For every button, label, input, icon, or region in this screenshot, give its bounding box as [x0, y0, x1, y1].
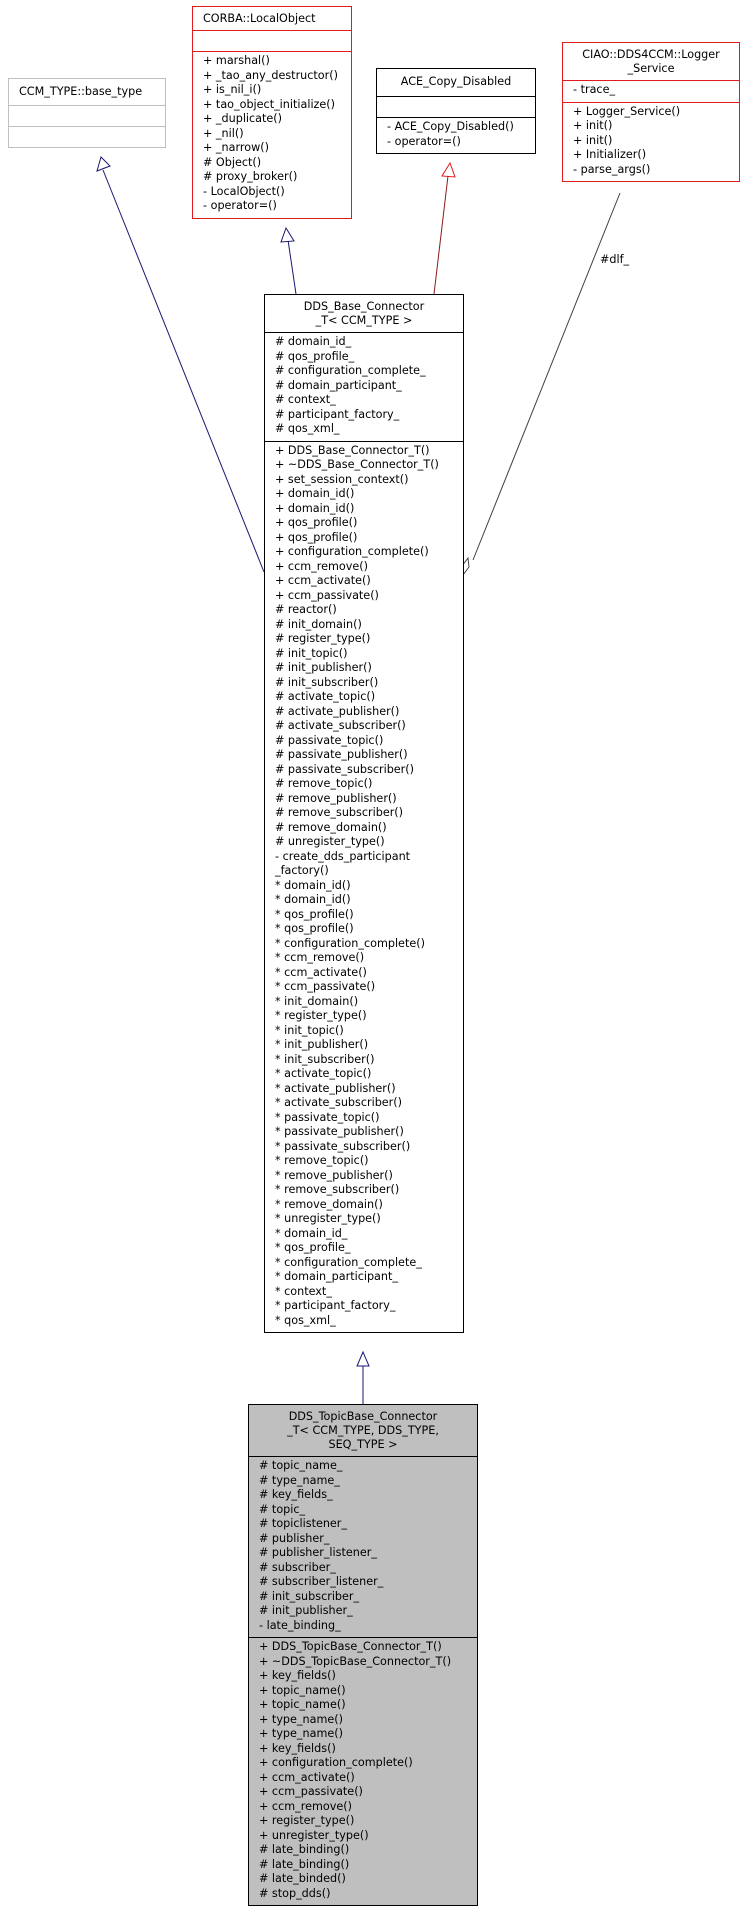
method-item: * remove_subscriber() — [275, 1183, 400, 1196]
method-item: * init_topic() — [275, 1023, 344, 1037]
method-item: + ccm_remove() — [259, 1799, 352, 1813]
method-item: # late_binding() — [259, 1843, 350, 1856]
attribute-item: # type_name_ — [259, 1473, 340, 1487]
method-item: + is_nil_i() — [203, 83, 262, 96]
edge-label-dlf: #dlf_ — [600, 253, 630, 266]
methods-section — [563, 102, 739, 182]
class-title-line: _T< CCM_TYPE, DDS_TYPE, — [287, 1424, 439, 1437]
method-item: # Object() — [203, 155, 262, 169]
method-item: - ACE_Copy_Disabled() — [387, 120, 514, 133]
class-logger-service[interactable] — [562, 42, 740, 182]
method-item: + ccm_activate() — [275, 574, 371, 587]
method-item: * ccm_activate() — [275, 965, 367, 979]
arrowhead-base — [357, 1352, 369, 1366]
method-item: # proxy_broker() — [203, 170, 298, 183]
method-item: # activate_subscriber() — [275, 719, 406, 732]
edge-ace-inherit — [434, 176, 448, 294]
method-item: * remove_domain() — [275, 1197, 383, 1211]
method-item: + domain_id() — [275, 487, 355, 500]
method-item: + domain_id() — [275, 501, 355, 515]
method-item: # activate_publisher() — [275, 704, 400, 718]
method-item: + qos_profile() — [275, 530, 358, 544]
method-item: # remove_domain() — [275, 820, 387, 834]
methods-section — [193, 51, 351, 218]
method-item: # passivate_publisher() — [275, 748, 408, 761]
class-title-line: CIAO::DDS4CCM::Logger — [582, 48, 720, 61]
class-dds-base-connector[interactable] — [264, 294, 464, 1333]
method-item: + DDS_TopicBase_Connector_T() — [259, 1640, 442, 1653]
method-item: # passivate_subscriber() — [275, 762, 415, 776]
attribute-item: # configuration_complete_ — [275, 364, 426, 377]
attribute-item: # domain_participant_ — [275, 378, 402, 392]
method-item: * configuration_complete_ — [275, 1255, 422, 1269]
method-item: - operator=() — [387, 134, 461, 148]
class-title-line: _T< CCM_TYPE > — [315, 314, 413, 327]
method-item: + qos_profile() — [275, 516, 358, 529]
method-item: + ccm_passivate() — [259, 1785, 363, 1798]
attributes-section — [563, 80, 739, 102]
method-item: + tao_object_initialize() — [203, 97, 336, 111]
method-item: # remove_subscriber() — [275, 806, 404, 819]
attribute-item: # init_publisher_ — [259, 1604, 353, 1617]
method-item: - parse_args() — [573, 162, 651, 176]
attribute-item: # topiclistener_ — [259, 1517, 348, 1530]
edge-ccmtype-inherit — [103, 170, 264, 572]
class-title — [249, 1405, 477, 1456]
attribute-item: # key_fields_ — [259, 1488, 333, 1501]
method-item: * unregister_type() — [275, 1212, 381, 1225]
method-item: # init_publisher() — [275, 661, 372, 674]
class-ccm-type-base-type[interactable] — [8, 78, 166, 148]
methods-section — [249, 1637, 477, 1905]
attributes-section — [249, 1456, 477, 1637]
method-item: * domain_participant_ — [275, 1270, 398, 1283]
method-item: + key_fields() — [259, 1669, 336, 1682]
class-title: ACE_Copy_Disabled — [400, 75, 512, 88]
attribute-item: # participant_factory_ — [275, 407, 400, 421]
method-item: + init() — [573, 119, 613, 132]
attributes-section — [9, 105, 165, 126]
attribute-item: - late_binding_ — [259, 1618, 341, 1632]
method-item: + DDS_Base_Connector_T() — [275, 443, 430, 457]
methods-section — [377, 117, 535, 153]
method-item: * domain_id_ — [275, 1226, 348, 1240]
attribute-item: # subscriber_ — [259, 1560, 336, 1574]
method-item: # remove_publisher() — [275, 791, 397, 805]
attribute-item: # publisher_listener_ — [259, 1546, 377, 1559]
method-item: + marshal() — [203, 54, 270, 67]
method-item: - operator=() — [203, 199, 277, 212]
attributes-section — [193, 30, 351, 51]
method-item: # register_type() — [275, 632, 371, 645]
method-item: + _nil() — [203, 126, 244, 140]
method-item: * passivate_publisher() — [275, 1125, 404, 1138]
method-item: * passivate_topic() — [275, 1110, 380, 1124]
method-item: # init_subscriber() — [275, 675, 379, 689]
method-item: + configuration_complete() — [259, 1756, 413, 1769]
method-item: * qos_profile() — [275, 922, 354, 935]
method-item: * activate_subscriber() — [275, 1096, 403, 1109]
method-item: * ccm_remove() — [275, 951, 365, 964]
attribute-item: # qos_profile_ — [275, 349, 355, 363]
method-item: + ~DDS_TopicBase_Connector_T() — [259, 1654, 452, 1668]
arrowhead-corba — [281, 228, 294, 242]
method-item: + Initializer() — [573, 148, 647, 161]
method-item: + ~DDS_Base_Connector_T() — [275, 458, 439, 471]
method-item: * activate_publisher() — [275, 1081, 396, 1095]
method-item: * configuration_complete() — [275, 936, 425, 950]
method-item: + topic_name() — [259, 1698, 346, 1711]
method-item: * init_publisher() — [275, 1038, 369, 1051]
method-item: * qos_xml_ — [275, 1313, 336, 1327]
method-item: * participant_factory_ — [275, 1299, 396, 1312]
methods-section — [9, 126, 165, 147]
attribute-item: # init_subscriber_ — [259, 1589, 360, 1603]
method-item: # late_binding() — [259, 1857, 350, 1871]
method-item: # init_domain() — [275, 617, 362, 631]
arrowhead-ace — [442, 163, 455, 177]
class-title-line: DDS_Base_Connector — [303, 300, 425, 313]
method-item: + type_name() — [259, 1712, 343, 1726]
class-ace-copy-disabled[interactable] — [376, 68, 536, 154]
edge-corba-inherit — [288, 240, 296, 294]
method-item: - LocalObject() — [203, 184, 285, 198]
method-item: + unregister_type() — [259, 1828, 369, 1842]
method-item: # remove_topic() — [275, 777, 373, 790]
method-item: + init() — [573, 133, 613, 147]
method-item: * passivate_subscriber() — [275, 1139, 411, 1153]
class-title-line: SEQ_TYPE > — [328, 1438, 398, 1451]
arrowhead-ccmtype — [97, 157, 110, 171]
method-item: * domain_id() — [275, 878, 351, 892]
method-item: + key_fields() — [259, 1741, 336, 1755]
method-item: # late_binded() — [259, 1872, 346, 1885]
method-item: # unregister_type() — [275, 835, 385, 848]
method-item: + set_session_context() — [275, 472, 409, 486]
attributes-section — [265, 332, 463, 441]
method-item: + ccm_activate() — [259, 1770, 355, 1784]
method-item: * remove_topic() — [275, 1154, 369, 1167]
method-item: _factory() — [275, 864, 329, 877]
method-item: * init_domain() — [275, 994, 359, 1008]
method-item: + Logger_Service() — [573, 104, 681, 118]
attribute-item: # domain_id_ — [275, 335, 352, 348]
attribute-item: # qos_xml_ — [275, 422, 340, 435]
method-item: * activate_topic() — [275, 1067, 372, 1080]
class-title: CORBA::LocalObject — [203, 12, 316, 25]
attribute-item: # context_ — [275, 393, 336, 406]
method-item: # init_topic() — [275, 646, 348, 660]
class-title — [563, 43, 739, 80]
class-dds-topicbase-connector[interactable] — [248, 1404, 478, 1906]
method-item: + configuration_complete() — [275, 545, 429, 558]
class-title: CCM_TYPE::base_type — [19, 85, 143, 98]
method-item: * register_type() — [275, 1009, 367, 1022]
method-item: + _tao_any_destructor() — [203, 68, 338, 82]
class-title-line: DDS_TopicBase_Connector — [288, 1410, 438, 1423]
method-item: # reactor() — [275, 603, 337, 616]
attribute-item: # topic_name_ — [259, 1459, 343, 1472]
attribute-item: # topic_ — [259, 1502, 306, 1516]
attributes-section — [377, 96, 535, 117]
class-title-line: _Service — [627, 62, 675, 75]
class-corba-localobject[interactable] — [192, 6, 352, 219]
method-item: * ccm_passivate() — [275, 980, 376, 993]
method-item: * remove_publisher() — [275, 1168, 393, 1182]
attribute-item: # publisher_ — [259, 1531, 330, 1545]
attribute-item: - trace_ — [573, 83, 616, 96]
methods-section — [265, 441, 463, 1333]
edge-logger-assoc — [473, 193, 620, 560]
class-title — [265, 295, 463, 332]
method-item: # activate_topic() — [275, 690, 376, 703]
method-item: * qos_profile() — [275, 907, 354, 921]
method-item: * domain_id() — [275, 893, 351, 906]
method-item: + ccm_remove() — [275, 559, 368, 573]
method-item: + register_type() — [259, 1814, 355, 1827]
method-item: + _duplicate() — [203, 112, 283, 125]
method-item: # passivate_topic() — [275, 733, 384, 747]
method-item: # stop_dds() — [259, 1886, 331, 1900]
method-item: - create_dds_participant — [275, 849, 411, 863]
method-item: * init_subscriber() — [275, 1052, 375, 1066]
method-item: + type_name() — [259, 1727, 343, 1740]
method-item: * qos_profile_ — [275, 1241, 351, 1254]
attribute-item: # subscriber_listener_ — [259, 1575, 384, 1588]
method-item: + _narrow() — [203, 141, 269, 154]
method-item: + topic_name() — [259, 1683, 346, 1697]
method-item: + ccm_passivate() — [275, 588, 379, 602]
method-item: * context_ — [275, 1284, 332, 1298]
